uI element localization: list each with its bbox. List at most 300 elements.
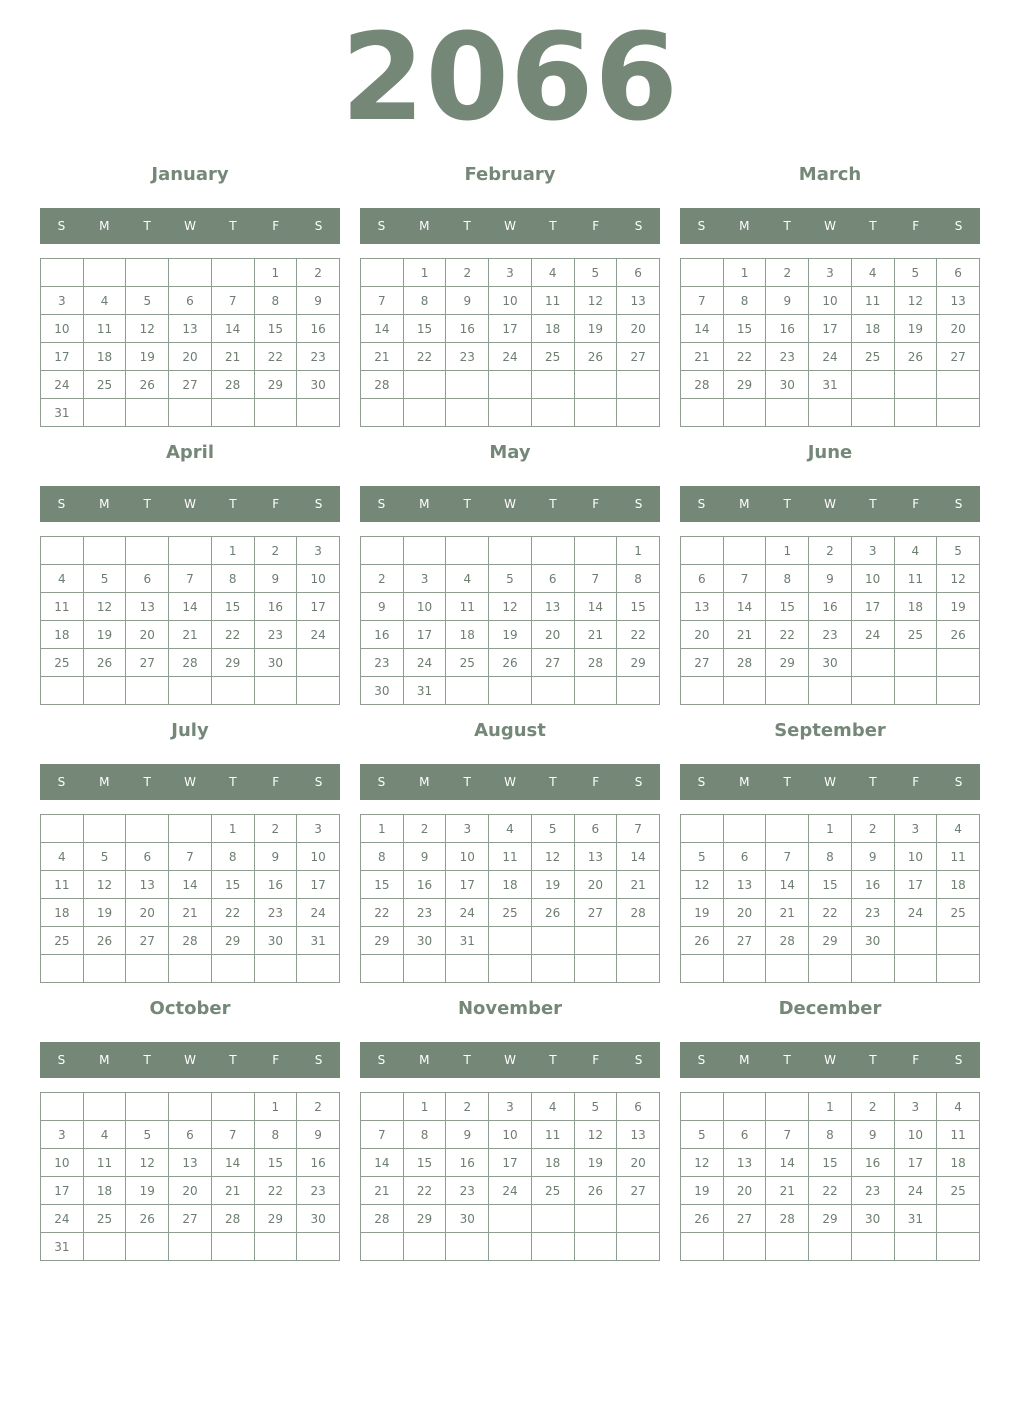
day-cell: 30 [361, 677, 404, 705]
day-cell: 30 [297, 371, 340, 399]
month-name: August [474, 720, 546, 741]
weekday-label: W [184, 1053, 196, 1067]
day-cell [297, 1233, 340, 1261]
weekday-label: W [824, 497, 836, 511]
day-cell: 16 [361, 621, 404, 649]
day-cell [126, 955, 169, 983]
week-row [41, 621, 340, 649]
day-cell: 5 [681, 1121, 724, 1149]
weekday-label: M [739, 219, 750, 233]
day-cell [723, 677, 766, 705]
day-cell: 1 [617, 537, 660, 565]
day-cell: 12 [937, 565, 980, 593]
weekday-label: M [419, 1053, 430, 1067]
day-cell [489, 399, 532, 427]
day-cell: 11 [41, 593, 84, 621]
weekday-label: F [272, 219, 280, 233]
day-cell: 5 [489, 565, 532, 593]
day-cell: 10 [297, 843, 340, 871]
weekday-label: T [143, 1053, 151, 1067]
day-cell: 26 [574, 1177, 617, 1205]
weekday-label: T [783, 497, 791, 511]
day-cell [83, 955, 126, 983]
day-cell: 31 [446, 927, 489, 955]
day-cell [681, 1233, 724, 1261]
day-cell [254, 955, 297, 983]
day-cell: 6 [937, 259, 980, 287]
day-cell: 17 [446, 871, 489, 899]
day-cell: 4 [894, 537, 937, 565]
week-row [681, 899, 980, 927]
day-cell [41, 815, 84, 843]
day-cell [681, 259, 724, 287]
week-row [41, 1177, 340, 1205]
day-cell: 30 [254, 927, 297, 955]
day-grid [680, 536, 980, 705]
day-cell: 29 [809, 927, 852, 955]
day-cell: 14 [681, 315, 724, 343]
weekday-label: T [463, 1053, 471, 1067]
weekday-label: T [783, 1053, 791, 1067]
day-cell [681, 815, 724, 843]
day-cell: 24 [489, 343, 532, 371]
month-name: May [489, 442, 531, 463]
weekday-label: W [824, 775, 836, 789]
day-cell: 16 [254, 871, 297, 899]
day-cell: 8 [254, 1121, 297, 1149]
day-cell: 23 [297, 343, 340, 371]
weekday-header [360, 208, 660, 244]
day-cell: 18 [531, 315, 574, 343]
day-cell: 25 [41, 649, 84, 677]
day-cell: 12 [681, 871, 724, 899]
day-cell: 18 [531, 1149, 574, 1177]
day-cell [681, 677, 724, 705]
day-cell: 23 [403, 899, 446, 927]
day-cell: 14 [617, 843, 660, 871]
day-cell: 12 [83, 871, 126, 899]
day-cell: 3 [851, 537, 894, 565]
weekday-label: W [184, 219, 196, 233]
day-cell: 24 [894, 1177, 937, 1205]
day-cell: 23 [297, 1177, 340, 1205]
day-cell: 26 [126, 371, 169, 399]
day-cell: 18 [894, 593, 937, 621]
day-cell [681, 537, 724, 565]
weekday-label: S [377, 1053, 386, 1067]
day-cell: 5 [126, 287, 169, 315]
day-cell: 18 [937, 1149, 980, 1177]
weekday-label: S [954, 219, 963, 233]
day-cell: 28 [169, 927, 212, 955]
weekday-label: S [634, 219, 643, 233]
day-cell: 21 [361, 1177, 404, 1205]
day-grid [360, 1092, 660, 1261]
day-cell: 16 [403, 871, 446, 899]
day-cell: 12 [83, 593, 126, 621]
weekday-header [360, 1042, 660, 1078]
day-cell: 28 [723, 649, 766, 677]
weekday-label: S [57, 1053, 66, 1067]
day-cell: 24 [297, 621, 340, 649]
weekday-label: M [419, 775, 430, 789]
day-cell [937, 927, 980, 955]
day-cell [83, 537, 126, 565]
day-cell [446, 371, 489, 399]
day-cell: 11 [937, 843, 980, 871]
day-cell [361, 1233, 404, 1261]
day-cell: 14 [574, 593, 617, 621]
day-cell: 13 [169, 315, 212, 343]
day-cell: 22 [723, 343, 766, 371]
day-cell: 29 [809, 1205, 852, 1233]
day-cell [83, 1233, 126, 1261]
day-grid [360, 536, 660, 705]
day-cell: 5 [681, 843, 724, 871]
day-cell: 23 [446, 1177, 489, 1205]
day-cell: 9 [446, 1121, 489, 1149]
day-cell [446, 955, 489, 983]
day-cell: 16 [297, 315, 340, 343]
day-cell: 12 [531, 843, 574, 871]
day-cell [126, 399, 169, 427]
weekday-label: T [549, 497, 557, 511]
day-cell [489, 677, 532, 705]
weekday-label: F [912, 1053, 920, 1067]
weekday-label: T [229, 775, 237, 789]
day-cell: 28 [617, 899, 660, 927]
weekday-header [680, 1042, 980, 1078]
weekday-label: F [272, 497, 280, 511]
day-cell: 29 [617, 649, 660, 677]
day-cell [937, 1233, 980, 1261]
day-cell [254, 677, 297, 705]
day-cell: 9 [809, 565, 852, 593]
week-row [681, 955, 980, 983]
day-cell [211, 399, 254, 427]
day-cell: 26 [937, 621, 980, 649]
day-cell: 4 [41, 843, 84, 871]
day-cell: 25 [937, 899, 980, 927]
day-cell: 22 [809, 899, 852, 927]
weekday-label: T [229, 1053, 237, 1067]
weekday-label: S [697, 497, 706, 511]
day-cell [894, 955, 937, 983]
day-cell: 17 [809, 315, 852, 343]
day-cell: 23 [446, 343, 489, 371]
week-row [361, 815, 660, 843]
day-cell [531, 399, 574, 427]
day-cell: 11 [531, 287, 574, 315]
day-cell [531, 927, 574, 955]
day-cell: 20 [723, 899, 766, 927]
day-cell: 5 [531, 815, 574, 843]
weekday-label: F [592, 1053, 600, 1067]
day-cell [894, 649, 937, 677]
day-cell: 21 [681, 343, 724, 371]
day-cell [83, 399, 126, 427]
day-cell: 4 [83, 1121, 126, 1149]
weekday-label: T [549, 1053, 557, 1067]
week-row [361, 343, 660, 371]
day-cell [766, 955, 809, 983]
week-row [41, 955, 340, 983]
day-cell: 1 [254, 259, 297, 287]
day-cell: 8 [361, 843, 404, 871]
day-cell: 12 [126, 1149, 169, 1177]
day-cell: 19 [574, 315, 617, 343]
weekday-label: M [739, 1053, 750, 1067]
weekday-label: S [697, 219, 706, 233]
week-row [361, 927, 660, 955]
day-cell [766, 815, 809, 843]
day-cell [83, 815, 126, 843]
day-cell [446, 537, 489, 565]
day-cell: 12 [126, 315, 169, 343]
day-cell: 20 [126, 621, 169, 649]
day-cell: 1 [403, 1093, 446, 1121]
weekday-label: M [739, 497, 750, 511]
day-cell [574, 1233, 617, 1261]
day-cell: 26 [574, 343, 617, 371]
week-row [681, 593, 980, 621]
day-cell [723, 399, 766, 427]
day-cell [489, 1233, 532, 1261]
day-cell [894, 371, 937, 399]
day-cell: 31 [41, 399, 84, 427]
week-row [681, 1233, 980, 1261]
weekday-label: T [869, 1053, 877, 1067]
day-cell: 27 [574, 899, 617, 927]
day-cell: 14 [766, 1149, 809, 1177]
day-cell: 15 [211, 593, 254, 621]
weekday-label: T [549, 219, 557, 233]
day-cell [937, 371, 980, 399]
day-cell [809, 677, 852, 705]
day-cell [723, 537, 766, 565]
day-cell: 21 [617, 871, 660, 899]
day-cell [361, 259, 404, 287]
day-cell [297, 677, 340, 705]
day-cell [766, 399, 809, 427]
day-cell: 15 [809, 1149, 852, 1177]
day-cell: 22 [254, 1177, 297, 1205]
weekday-label: M [419, 497, 430, 511]
day-cell: 26 [83, 927, 126, 955]
day-cell: 12 [574, 1121, 617, 1149]
weekday-label: T [549, 775, 557, 789]
day-cell: 1 [766, 537, 809, 565]
day-cell [489, 927, 532, 955]
day-cell: 3 [809, 259, 852, 287]
week-row [681, 1093, 980, 1121]
day-cell: 4 [83, 287, 126, 315]
day-cell [211, 1093, 254, 1121]
day-cell: 18 [41, 621, 84, 649]
day-cell: 10 [41, 1149, 84, 1177]
day-cell [169, 399, 212, 427]
month-name: September [774, 720, 886, 741]
day-cell [894, 677, 937, 705]
week-row [41, 565, 340, 593]
day-cell: 12 [489, 593, 532, 621]
day-cell: 2 [297, 1093, 340, 1121]
day-cell: 3 [894, 815, 937, 843]
day-cell: 24 [41, 1205, 84, 1233]
day-cell: 6 [723, 1121, 766, 1149]
day-cell: 22 [361, 899, 404, 927]
day-cell: 23 [809, 621, 852, 649]
weekday-label: S [314, 219, 323, 233]
day-cell: 15 [809, 871, 852, 899]
day-cell [126, 677, 169, 705]
day-cell: 17 [297, 593, 340, 621]
week-row [361, 537, 660, 565]
day-cell: 27 [126, 649, 169, 677]
day-cell: 7 [574, 565, 617, 593]
day-cell: 18 [489, 871, 532, 899]
day-cell [41, 955, 84, 983]
day-cell: 3 [894, 1093, 937, 1121]
day-cell: 20 [937, 315, 980, 343]
week-row [361, 955, 660, 983]
day-cell: 9 [851, 1121, 894, 1149]
day-cell: 19 [531, 871, 574, 899]
day-cell: 18 [937, 871, 980, 899]
day-cell: 1 [723, 259, 766, 287]
day-cell: 8 [766, 565, 809, 593]
day-cell: 18 [446, 621, 489, 649]
day-cell: 11 [83, 315, 126, 343]
day-cell: 8 [809, 1121, 852, 1149]
day-cell: 9 [254, 565, 297, 593]
weekday-label: M [419, 219, 430, 233]
day-cell [617, 677, 660, 705]
day-cell: 9 [297, 1121, 340, 1149]
week-row [361, 287, 660, 315]
day-cell: 25 [83, 1205, 126, 1233]
day-cell: 29 [254, 1205, 297, 1233]
day-cell: 16 [851, 871, 894, 899]
day-cell: 17 [894, 871, 937, 899]
day-cell [361, 537, 404, 565]
day-cell [489, 955, 532, 983]
day-cell: 27 [617, 1177, 660, 1205]
weekday-label: T [143, 497, 151, 511]
weekday-label: T [229, 219, 237, 233]
day-cell [617, 1233, 660, 1261]
day-grid [680, 1092, 980, 1261]
day-cell: 7 [681, 287, 724, 315]
week-row [361, 399, 660, 427]
day-cell: 24 [894, 899, 937, 927]
day-cell: 25 [894, 621, 937, 649]
day-cell [126, 259, 169, 287]
day-cell: 28 [169, 649, 212, 677]
day-cell: 25 [446, 649, 489, 677]
weekday-label: S [954, 775, 963, 789]
day-cell: 11 [894, 565, 937, 593]
weekday-header [360, 486, 660, 522]
weekday-label: F [592, 497, 600, 511]
day-cell [617, 1205, 660, 1233]
day-cell: 3 [489, 1093, 532, 1121]
week-row [681, 399, 980, 427]
week-row [361, 565, 660, 593]
day-cell: 11 [851, 287, 894, 315]
day-cell: 28 [361, 1205, 404, 1233]
day-cell: 3 [41, 287, 84, 315]
weekday-label: T [143, 775, 151, 789]
weekday-header [360, 764, 660, 800]
day-cell [446, 677, 489, 705]
week-row [681, 815, 980, 843]
day-cell: 6 [617, 259, 660, 287]
week-row [681, 1177, 980, 1205]
day-cell: 2 [766, 259, 809, 287]
day-cell [617, 955, 660, 983]
day-cell: 19 [83, 899, 126, 927]
day-cell: 21 [766, 1177, 809, 1205]
day-cell: 9 [297, 287, 340, 315]
day-cell: 7 [211, 287, 254, 315]
day-cell: 10 [489, 287, 532, 315]
weekday-label: T [229, 497, 237, 511]
day-grid [360, 258, 660, 427]
day-cell [851, 399, 894, 427]
day-cell: 25 [489, 899, 532, 927]
day-cell: 17 [851, 593, 894, 621]
day-cell: 3 [297, 537, 340, 565]
week-row [361, 677, 660, 705]
weekday-label: W [184, 775, 196, 789]
day-cell: 17 [489, 315, 532, 343]
day-cell: 22 [254, 343, 297, 371]
week-row [361, 621, 660, 649]
day-cell [723, 1093, 766, 1121]
month-name: February [464, 164, 556, 185]
day-cell: 3 [446, 815, 489, 843]
week-row [41, 649, 340, 677]
weekday-label: W [504, 219, 516, 233]
day-cell: 29 [766, 649, 809, 677]
day-cell: 13 [169, 1149, 212, 1177]
day-cell: 21 [361, 343, 404, 371]
week-row [41, 1121, 340, 1149]
day-cell [403, 955, 446, 983]
day-cell: 2 [403, 815, 446, 843]
weekday-header [680, 208, 980, 244]
month-name: March [798, 164, 862, 185]
weekday-header [40, 486, 340, 522]
day-cell: 15 [766, 593, 809, 621]
day-cell: 19 [681, 1177, 724, 1205]
day-cell: 25 [531, 1177, 574, 1205]
day-cell: 11 [446, 593, 489, 621]
day-cell: 4 [489, 815, 532, 843]
week-row [41, 371, 340, 399]
month-name: October [149, 998, 231, 1019]
day-cell: 1 [361, 815, 404, 843]
day-cell [723, 1233, 766, 1261]
day-cell: 23 [254, 899, 297, 927]
day-cell: 10 [41, 315, 84, 343]
day-cell: 21 [766, 899, 809, 927]
day-cell: 4 [851, 259, 894, 287]
day-cell [766, 677, 809, 705]
day-cell [254, 1233, 297, 1261]
weekday-label: S [697, 1053, 706, 1067]
